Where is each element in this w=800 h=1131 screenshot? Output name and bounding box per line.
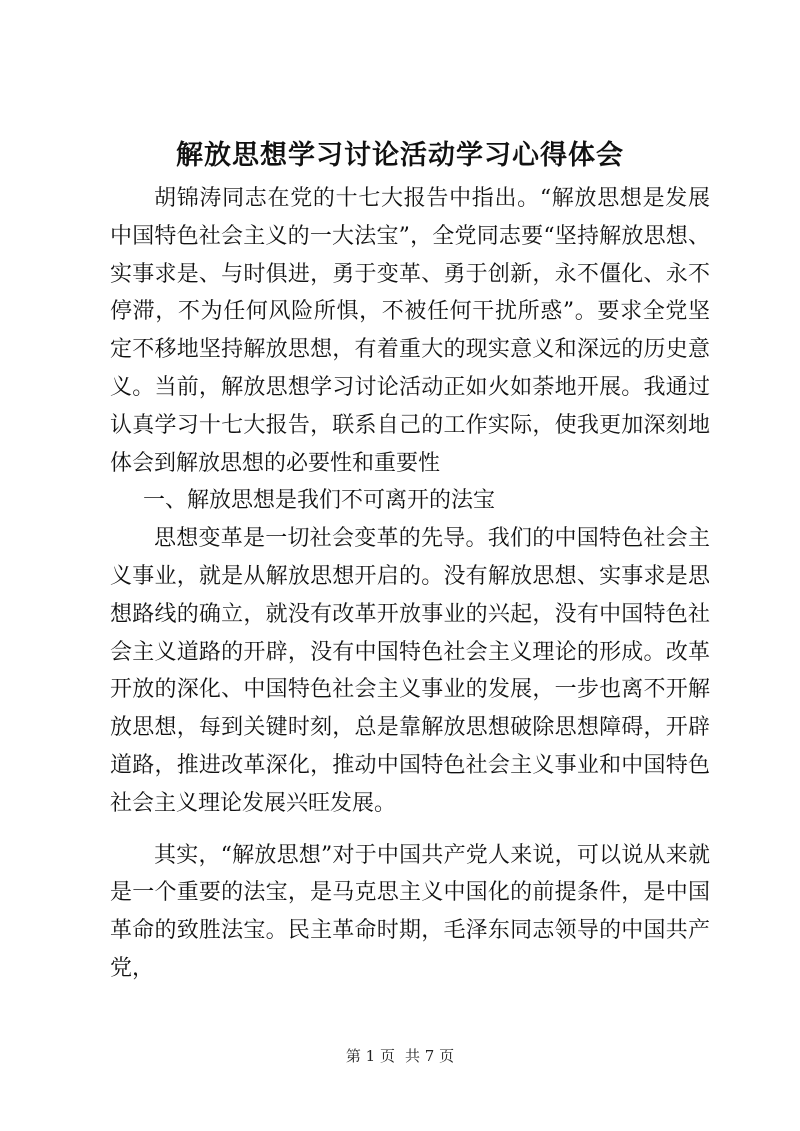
section-heading: 一、解放思想是我们不可离开的法宝 (143, 488, 496, 514)
paragraph-section-two: 其实，“解放思想”对于中国共产党人来说，可以说从来就是一个重要的法宝，是马克思主义中国化的前提条件，是中国革命的致胜法宝。民主革命时期，毛泽东同志领导的中国共产党， (110, 842, 710, 981)
page-total: 共 7 页 (405, 1047, 455, 1065)
document-title: 解放思想学习讨论活动学习心得体会 (176, 140, 624, 171)
page-number: 第 1 页 (345, 1047, 395, 1065)
document-body (110, 180, 710, 988)
page-footer (0, 1046, 800, 1066)
paragraph-intro: 胡锦涛同志在党的十七大报告中指出。“解放思想是发展中国特色社会主义的一大法宝”，全党同志要“坚持解放思想、实事求是、与时俱进，勇于变革、勇于创新，永不僵化、永不停滞，不为任何风险所惧，不被任何干扰所惑”。要求全党坚定不移地坚持解放思想，有着重大的现实意义和深远的历史意义。当前，解放思想学习讨论活动正如火如荼地开展。我通过认真学习十七大报告，联系自己的工作实际，使我更加深刻地体会到解放思想的必要性和重要性 (110, 186, 710, 476)
paragraph-section-one: 思想变革是一切社会变革的先导。我们的中国特色社会主义事业，就是从解放思想开启的。没有解放思想、实事求是思想路线的确立，就没有改革开放事业的兴起，没有中国特色社会主义道路的开辟，没有中国特色社会主义理论的形成。改革开放的深化、中国特色社会主义事业的发展，一步也离不开解放思想，每到关键时刻，总是靠解放思想破除思想障碍，开辟道路，推进改革深化，推动中国特色社会主义事业和中国特色社会主义理论发展兴旺发展。 (110, 526, 710, 816)
